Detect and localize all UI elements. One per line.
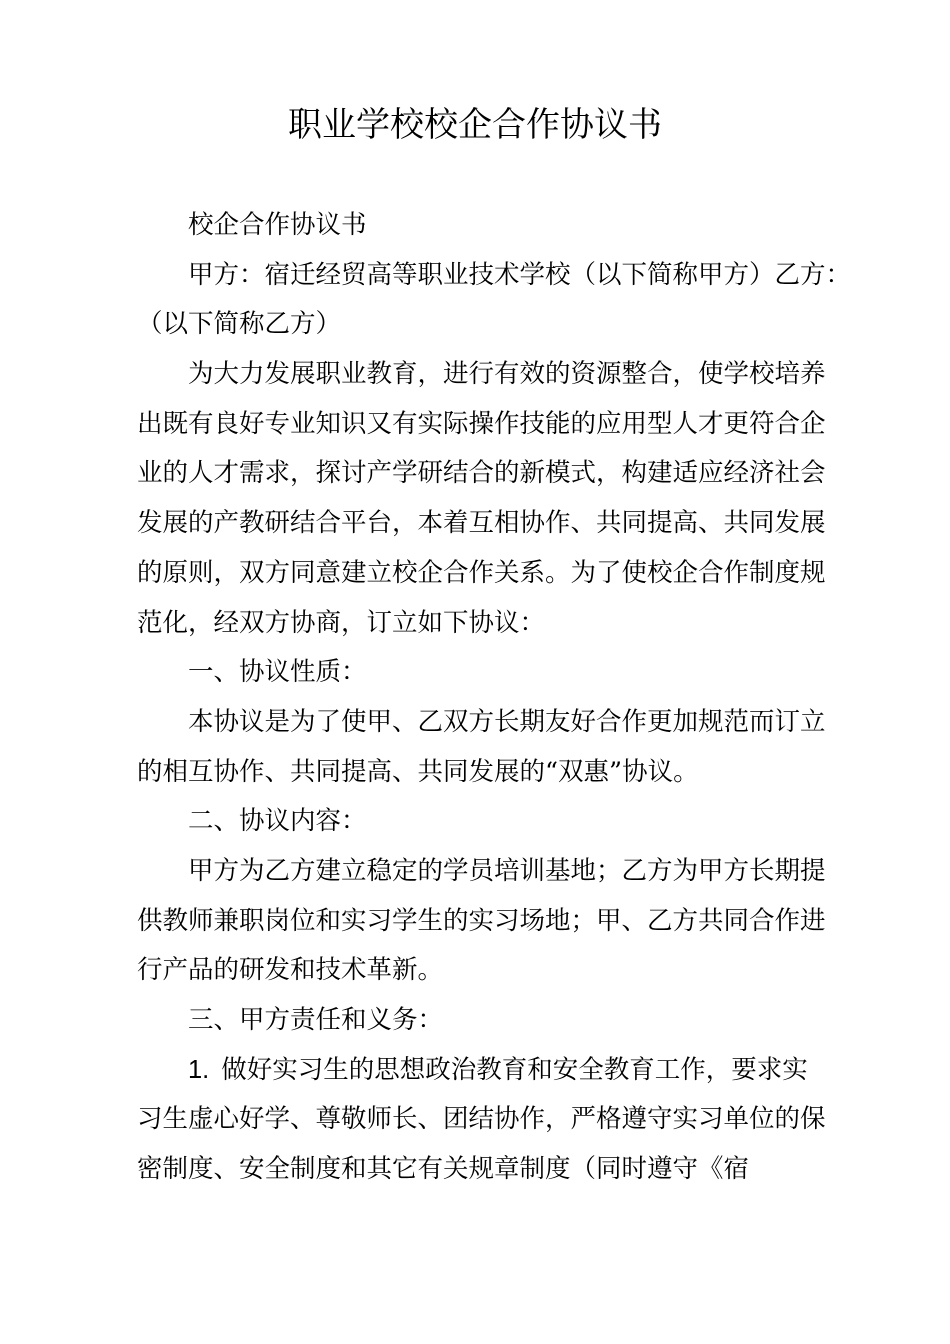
paragraph-line: 甲方为乙方建立稳定的学员培训基地；乙方为甲方长期提 [188,855,826,886]
section-heading-line: 三、甲方责任和义务： [188,1005,444,1035]
paragraph-line: 甲方：宿迁经贸高等职业技术学校（以下简称甲方）乙方： [188,259,852,290]
paragraph-line: 范化，经双方协商，订立如下协议： [137,607,546,638]
paragraph-heading [137,201,867,251]
list-item-first-line [137,1046,867,1096]
paragraph-line: 习生虚心好学、尊敬师长、团结协作，严格遵守实习单位的保 [137,1104,826,1135]
section-heading-line: 二、协议内容： [188,806,367,837]
list-item-number: 1. [188,1055,210,1084]
section-2-body [137,847,867,996]
section-2-heading [137,797,867,847]
document-body [137,201,867,1195]
section-heading-line: 一、协议性质： [188,657,367,688]
document-title: 职业学校校企合作协议书 [288,105,662,145]
list-item-text: 做好实习生的思想政治教育和安全教育工作，要求实 [221,1054,808,1085]
paragraph-line: 业的人才需求，探讨产学研结合的新模式，构建适应经济社会 [137,458,826,489]
paragraph-line: （以下简称乙方） [137,309,342,340]
section-3-heading [137,996,867,1046]
section-1-heading [137,648,867,698]
paragraph-line: 为大力发展职业教育，进行有效的资源整合，使学校培养 [188,359,826,390]
section-3-item-1 [137,1046,867,1195]
paragraph-line: 本协议是为了使甲、乙双方长期友好合作更加规范而订立 [188,706,826,737]
paragraph-line: 出既有良好专业知识又有实际操作技能的应用型人才更符合企 [137,408,826,439]
section-1-body [137,698,867,797]
paragraph-preamble [137,350,867,648]
paragraph-line: 发展的产教研结合平台，本着互相协作、共同提高、共同发展 [137,508,826,539]
paragraph-line: 密制度、安全制度和其它有关规章制度（同时遵守《宿 [137,1154,750,1185]
paragraph-line: 的原则，双方同意建立校企合作关系。为了使校企合作制度规 [137,557,826,588]
paragraph-line: 供教师兼职岗位和实习学生的实习场地；甲、乙方共同合作进 [137,905,826,936]
paragraph-line: 的相互协作、共同提高、共同发展的“双惠”协议。 [137,756,699,787]
paragraph-line: 行产品的研发和技术革新。 [137,955,444,986]
paragraph-parties [137,251,867,350]
paragraph-line: 校企合作协议书 [188,210,367,240]
